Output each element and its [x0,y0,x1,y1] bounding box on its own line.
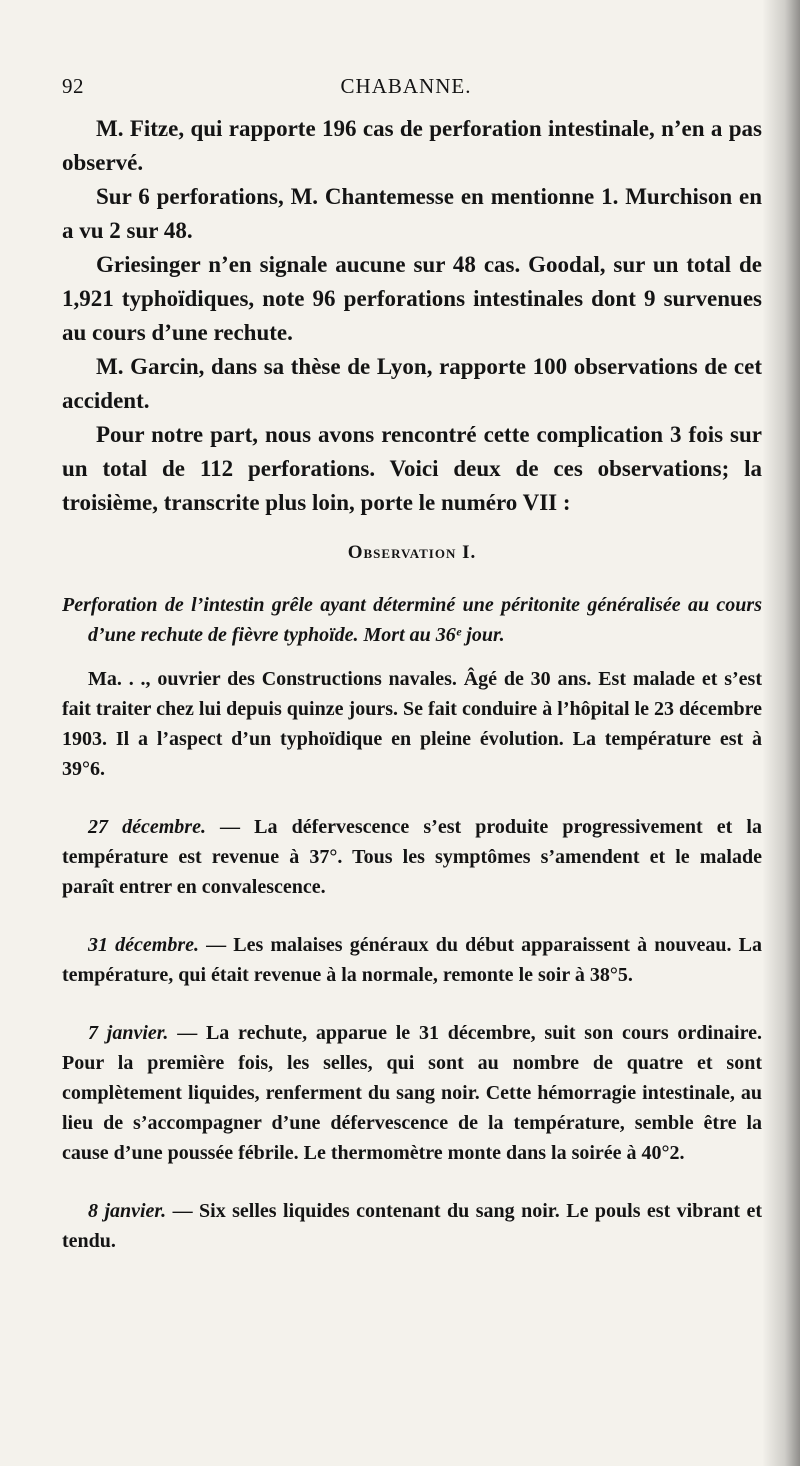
entry-7-janvier [62,1018,762,1168]
paragraph-garcin: M. Garcin, dans sa thèse de Lyon, rapporte 100 observations de cet accident. [62,354,762,413]
entry-date: 7 janvier. [88,1022,169,1044]
entry-date: 8 janvier. [88,1200,167,1222]
entry-text: — La rechute, apparue le 31 décembre, suit son cours ordinaire. Pour la première fois, les selles, qui sont au nombre de quatre et sont complètement liquides, renferment du sang noir. Cette hémorragie intestinale, au lieu de s’accompagner d’une défervescence de la température, semble être la cause d’une poussée fébrile. Le thermomètre monte dans la soirée à 40°2. [62,1022,762,1164]
running-head [62,74,750,100]
paragraph-griesinger: Griesinger n’en signale aucune sur 48 cas. Goodal, sur un total de 1,921 typhoïdiques, note 96 perforations intestinales dont 9 survenues au cours d’une rechute. [62,252,762,345]
entry-date: 27 décembre. [88,816,206,838]
paragraph-notre-part: Pour notre part, nous avons rencontré cette complication 3 fois sur un total de 112 perforations. Voici deux de ces observations; la troisième, transcrite plus loin, porte le numéro VII : [62,422,762,515]
observation-subtitle: Perforation de l’intestin grêle ayant déterminé une péritonite généralisée au cours d’une rechute de fièvre typhoïde. Mort au 36ᵉ jour. [62,594,762,646]
paragraph-fitze: M. Fitze, qui rapporte 196 cas de perforation intestinale, n’en a pas observé. [62,116,762,175]
scan-edge-shadow [762,0,800,1466]
entry-27-decembre [62,812,762,902]
entry-text: — Les malaises généraux du début apparaissent à nouveau. La température, qui était revenue à la normale, remonte le soir à 38°5. [62,934,762,986]
running-title: CHABANNE. [340,74,472,98]
entry-31-decembre [62,930,762,990]
observation-title: Observation I. [347,542,477,563]
page-number: 92 [62,74,84,98]
entry-text: — La défervescence s’est produite progressivement et la température est revenue à 37°. Tous les symptômes s’amendent et le malade paraît entrer en convalescence. [62,816,762,898]
entry-text: — Six selles liquides contenant du sang noir. Le pouls est vibrant et tendu. [62,1200,762,1252]
entry-date: 31 décembre. [88,934,199,956]
page-body [62,112,762,1256]
entry-8-janvier [62,1196,762,1256]
observation-intro: Ma. . ., ouvrier des Constructions navales. Âgé de 30 ans. Est malade et s’est fait traiter chez lui depuis quinze jours. Se fait conduire à l’hôpital le 23 décembre 1903. Il a l’aspect d’un typhoïdique en pleine évolution. La température est à 39°6. [62,668,762,780]
paragraph-chantemesse: Sur 6 perforations, M. Chantemesse en mentionne 1. Murchison en a vu 2 sur 48. [62,184,762,243]
